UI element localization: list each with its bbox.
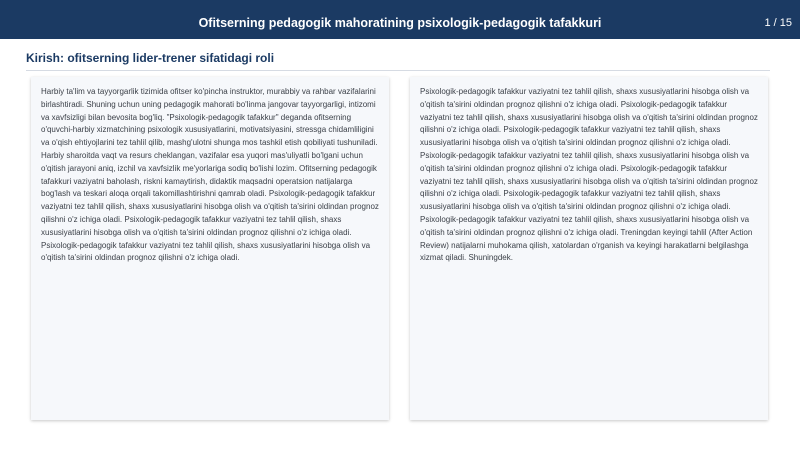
presentation-title: Ofitserning pedagogik mahoratining psixologik-pedagogik tafakkuri <box>198 16 602 30</box>
left-paragraph: Harbiy ta'lim va tayyorgarlik tizimida ofitser ko'pincha instruktor, murabbiy va rahbar vazifalarini birlashtiradi. Shuning uchun uning pedagogik mahorati bo'linma jangovar tayyorgarligi, intizomi va xavfsizligi bilan bevosita bog'liq. "Psixologik-pedagogik tafakkur" deganda ofitserning o'quvchi-harbiy xizmatchining psixologik xususiyatlarini, motivatsiyasini, stressga chidamliligini va o'qish ehtiyojlarini tez tahlil qilib, mashg'ulotni shunga mos tashkil etish qobiliyati tushuniladi. Harbiy sharoitda vaqt va resurs cheklangan, vazifalar esa yuqori mas'uliyatli bo'lgani uchun o'qitish jarayoni aniq, izchil va xavfsizlik me'yorlariga sodiq bo'lishi lozim. Ofitserning pedagogik tafakkuri vaziyatni baholash, riskni kamaytirish, didaktik maqsadni operatsion natijalarga bog'lash va teskari aloqa orqali takomillashtirishni qamrab oladi. Psixologik-pedagogik tafakkur vaziyatni tez tahlil qilish, shaxs xususiyatlarini hisobga olish va o'qitish ta'sirini oldindan prognoz qilishni o'z ichiga oladi. Psixologik-pedagogik tafakkur vaziyatni tez tahlil qilish, shaxs xususiyatlarini hisobga olish va o'qitish ta'sirini oldindan prognoz qilishni o'z ichiga oladi. Psixologik-pedagogik tafakkur vaziyatni tez tahlil qilish, shaxs xususiyatlarini hisobga olish va o'qitish ta'sirini oldindan prognoz qilishni o'z ichiga oladi. <box>41 87 379 263</box>
section-divider <box>26 70 770 71</box>
slide-header <box>0 0 800 39</box>
right-text-card <box>410 77 768 420</box>
left-text-card <box>31 77 389 420</box>
page-indicator: 1 / 15 <box>764 17 792 29</box>
right-paragraph: Psixologik-pedagogik tafakkur vaziyatni tez tahlil qilish, shaxs xususiyatlarini hisobga olish va o'qitish ta'sirini oldindan prognoz qilishni o'z ichiga oladi. Psixologik-pedagogik tafakkur vaziyatni tez tahlil qilish, shaxs xususiyatlarini hisobga olish va o'qitish ta'sirini oldindan prognoz qilishni o'z ichiga oladi. Psixologik-pedagogik tafakkur vaziyatni tez tahlil qilish, shaxs xususiyatlarini hisobga olish va o'qitish ta'sirini oldindan prognoz qilishni o'z ichiga oladi. Psixologik-pedagogik tafakkur vaziyatni tez tahlil qilish, shaxs xususiyatlarini hisobga olish va o'qitish ta'sirini oldindan prognoz qilishni o'z ichiga oladi. Psixologik-pedagogik tafakkur vaziyatni tez tahlil qilish, shaxs xususiyatlarini hisobga olish va o'qitish ta'sirini oldindan prognoz qilishni o'z ichiga oladi. Psixologik-pedagogik tafakkur vaziyatni tez tahlil qilish, shaxs xususiyatlarini hisobga olish va o'qitish ta'sirini oldindan prognoz qilishni o'z ichiga oladi. Psixologik-pedagogik tafakkur vaziyatni tez tahlil qilish, shaxs xususiyatlarini hisobga olish va o'qitish ta'sirini oldindan prognoz qilishni o'z ichiga oladi. Treningdan keyingi tahlil (After Action Review) natijalarni muhokama qilish, xatolardan o'rganish va keyingi harakatlarni belgilashga xizmat qiladi. Shuningdek. <box>420 87 758 263</box>
section-title: Kirish: ofitserning lider-trener sifatidagi roli <box>26 51 275 65</box>
